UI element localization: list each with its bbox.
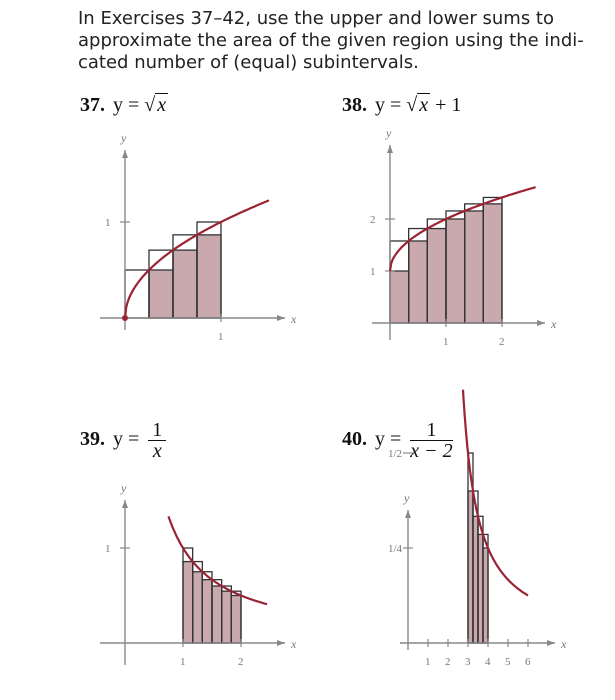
y-axis-label: y bbox=[121, 481, 127, 495]
y-axis-arrow bbox=[405, 510, 411, 518]
x-tick-label: 6 bbox=[525, 656, 531, 668]
y-tick-label: 1 bbox=[105, 543, 111, 555]
lower-sum-rect bbox=[465, 211, 484, 323]
denominator: x − 2 bbox=[410, 440, 453, 462]
x-tick-label: 5 bbox=[505, 656, 511, 668]
lower-sum-rect bbox=[446, 219, 465, 323]
instruction-line: cated number of (equal) subintervals. bbox=[78, 52, 419, 73]
y-tick-label: 1 bbox=[370, 266, 376, 278]
y-axis-label: y bbox=[386, 126, 392, 140]
x-tick-label: 2 bbox=[238, 656, 244, 668]
lower-sum-rect bbox=[409, 241, 428, 323]
x-tick-label: 2 bbox=[445, 656, 451, 668]
y-tick-label: 1 bbox=[105, 217, 111, 229]
numerator: 1 bbox=[148, 420, 166, 441]
x-axis-label: x bbox=[561, 637, 567, 651]
instruction-line: approximate the area of the given region using the indi- bbox=[78, 30, 584, 51]
x-axis-arrow bbox=[277, 640, 285, 646]
lower-sum-rect bbox=[212, 586, 222, 643]
x-tick-label: 2 bbox=[499, 336, 505, 348]
y-axis-arrow bbox=[387, 145, 393, 153]
x-tick-label: 1 bbox=[218, 331, 224, 343]
graph-39 bbox=[100, 481, 297, 668]
y-axis-label: y bbox=[404, 491, 410, 505]
upper-sum-rect bbox=[125, 270, 149, 318]
lower-sum-rect bbox=[483, 548, 488, 643]
y-tick-label: 1/4 bbox=[388, 543, 403, 555]
lower-sum-rect bbox=[390, 271, 409, 323]
exercise-number: 40. bbox=[342, 428, 367, 451]
lower-sum-rect bbox=[468, 491, 473, 643]
lower-sum-rect bbox=[483, 204, 502, 323]
y-tick-label: 2 bbox=[370, 214, 376, 226]
x-tick-label: 4 bbox=[485, 656, 491, 668]
x-tick-label: 1 bbox=[443, 336, 449, 348]
x-tick-label: 1 bbox=[425, 656, 431, 668]
x-axis-label: x bbox=[551, 317, 557, 331]
x-tick-label: 1 bbox=[180, 656, 186, 668]
graph-40 bbox=[388, 390, 567, 668]
equation-lhs: y = bbox=[113, 428, 140, 451]
lower-sum-rect bbox=[473, 516, 478, 643]
lower-sum-rect bbox=[478, 534, 483, 643]
y-axis-arrow bbox=[122, 150, 128, 158]
exercise-number: 37. bbox=[80, 94, 105, 116]
equation-lhs: y = bbox=[375, 428, 402, 451]
sqrt-symbol: √ bbox=[406, 94, 418, 116]
x-axis-arrow bbox=[537, 320, 545, 326]
lower-sum-rect bbox=[427, 229, 446, 323]
radicand: x bbox=[157, 94, 167, 116]
equation-lhs: y = bbox=[375, 94, 402, 116]
exercise-number: 39. bbox=[80, 428, 105, 451]
graph-37 bbox=[100, 131, 297, 343]
x-axis-label: x bbox=[291, 637, 297, 651]
sqrt-symbol: √ bbox=[144, 94, 156, 116]
lower-sum-rect bbox=[173, 250, 197, 318]
lower-sum-rect bbox=[149, 270, 173, 318]
lower-sum-rect bbox=[231, 596, 241, 644]
x-axis-label: x bbox=[291, 312, 297, 326]
x-axis-arrow bbox=[547, 640, 555, 646]
y-axis-label: y bbox=[121, 131, 127, 145]
instruction-line: In Exercises 37–42, use the upper and lower sums to bbox=[78, 8, 554, 29]
radicand: x bbox=[419, 94, 429, 116]
x-tick-label: 3 bbox=[465, 656, 471, 668]
graph-38 bbox=[370, 126, 557, 348]
curve-start-point bbox=[122, 315, 128, 321]
denominator: x bbox=[152, 440, 162, 462]
lower-sum-rect bbox=[197, 235, 221, 318]
exercise-number: 38. bbox=[342, 94, 367, 116]
equation-lhs: y = bbox=[113, 94, 140, 116]
x-axis-arrow bbox=[277, 315, 285, 321]
lower-sum-rect bbox=[222, 591, 232, 643]
equation-constant: + 1 bbox=[435, 94, 462, 116]
lower-sum-rect bbox=[183, 562, 193, 643]
y-tick-label: 1/2 bbox=[388, 448, 403, 460]
lower-sum-rect bbox=[193, 572, 203, 643]
numerator: 1 bbox=[410, 420, 452, 441]
y-axis-arrow bbox=[122, 500, 128, 508]
lower-sum-rect bbox=[202, 580, 212, 643]
